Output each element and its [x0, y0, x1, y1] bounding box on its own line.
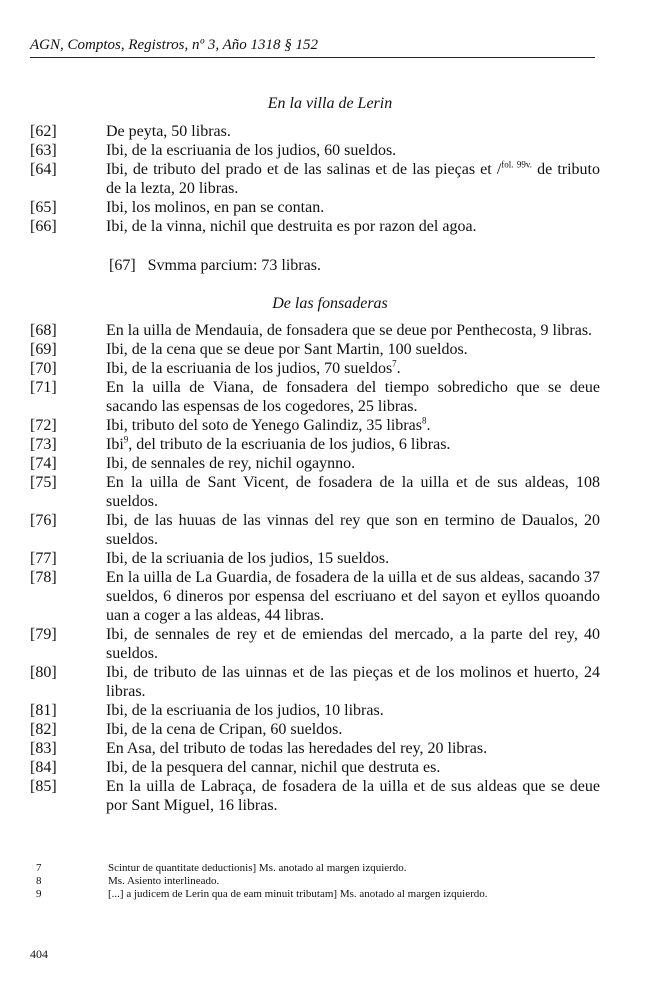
- entry-text: En la uilla de Viana, de fonsadera del tiempo sobredicho que se deue sacando las espensas de los cogedores, 25 libras.: [106, 379, 600, 415]
- entry-76: [30, 511, 600, 549]
- entry-number: [74]: [30, 455, 57, 472]
- entry-text: [106, 435, 600, 454]
- running-header: AGN, Comptos, Registros, nº 3, Año 1318 § 152: [30, 36, 595, 58]
- entry-number: [78]: [30, 569, 57, 586]
- footnote-8: [30, 875, 610, 888]
- entry-text-part: de tributo de la lezta, 20 libras.: [106, 161, 600, 197]
- entry-66: [30, 217, 600, 236]
- entry-text: [106, 416, 600, 435]
- entry-number: [76]: [30, 512, 57, 529]
- entry-65: [30, 198, 600, 217]
- entry-text: Ibi, de la vinna, nichil que destruita es por razon del agoa.: [106, 218, 477, 235]
- footnote-text: Scintur de quantitate deductionis] Ms. anotado al margen izquierdo.: [108, 862, 407, 874]
- entry-number: [71]: [30, 379, 57, 396]
- entry-text-part: Ibi, de tributo del prado et de las salinas et de las pieças et /: [106, 161, 502, 178]
- entry-number: [62]: [30, 123, 57, 140]
- entry-80: [30, 663, 600, 701]
- section-title-lerin: En la villa de Lerin: [267, 95, 393, 112]
- footnotes: [30, 862, 610, 901]
- entry-text: Ibi, los molinos, en pan se contan.: [106, 199, 325, 216]
- entry-73: [30, 435, 600, 454]
- entry-text-part: Ibi, tributo del soto de Yenego Galindiz, 35 libras: [106, 417, 422, 434]
- entry-text: En Asa, del tributo de todas las heredades del rey, 20 libras.: [106, 740, 488, 757]
- entry-number: [80]: [30, 664, 57, 681]
- footnote-7: [30, 862, 610, 875]
- entry-number: [79]: [30, 626, 57, 643]
- entry-84: [30, 758, 600, 777]
- entry-number: [63]: [30, 142, 57, 159]
- entry-number: [66]: [30, 218, 57, 235]
- entry-71: [30, 378, 600, 416]
- entry-63: [30, 141, 600, 160]
- entry-text: Ibi, de las huuas de las vinnas del rey que son en termino de Daualos, 20 sueldos.: [106, 512, 600, 548]
- entry-77: [30, 549, 600, 568]
- footnote-number: 9: [36, 888, 42, 900]
- entry-text: Ibi, de la cena de Cripan, 60 sueldos.: [106, 721, 343, 738]
- entry-text-part: .: [426, 417, 431, 434]
- entry-text: Ibi, de la escriuania de los judios, 60 sueldos.: [106, 142, 397, 159]
- entry-number: [81]: [30, 702, 57, 719]
- entry-83: [30, 739, 600, 758]
- entry-number: [65]: [30, 199, 57, 216]
- entry-62: [30, 122, 600, 141]
- entry-70: [30, 359, 600, 378]
- footnote-text: [...] a judicem de Lerin qua de eam minuit tributam] Ms. anotado al margen izquierdo.: [108, 888, 488, 900]
- entry-69: [30, 340, 600, 359]
- entry-number: [82]: [30, 721, 57, 738]
- entry-number: [83]: [30, 740, 57, 757]
- entry-number: [75]: [30, 474, 57, 491]
- entry-64: [30, 160, 600, 198]
- footnote-number: 8: [36, 875, 42, 887]
- entry-number: [70]: [30, 360, 57, 377]
- entry-number: [73]: [30, 436, 57, 453]
- entry-text: En la uilla de Sant Vicent, de fosadera de la uilla et de sus aldeas, 108 sueldos.: [106, 474, 600, 510]
- entry-75: [30, 473, 600, 511]
- entry-number: [69]: [30, 341, 57, 358]
- entry-79: [30, 625, 600, 663]
- entries-lerin: [30, 122, 600, 236]
- entry-text: Ibi, de sennales de rey, nichil ogaynno.: [106, 455, 356, 472]
- entry-68: [30, 321, 600, 340]
- entry-text: De peyta, 50 libras.: [106, 123, 231, 140]
- footnote-9: [30, 888, 610, 901]
- entry-74: [30, 454, 600, 473]
- entry-text: Ibi, de tributo de las uinnas et de las pieças et de los molinos et huerto, 24 libras.: [106, 664, 600, 700]
- section-title-fonsaderas: De las fonsaderas: [272, 295, 388, 312]
- entry-text: En la uilla de Mendauia, de fonsadera que se deue por Penthecosta, 9 libras.: [106, 322, 593, 339]
- entry-82: [30, 720, 600, 739]
- entry-text: [106, 160, 600, 198]
- entry-number: [64]: [30, 161, 57, 178]
- footnote-text: Ms. Asiento interlineado.: [108, 875, 220, 887]
- entry-text: Ibi, de la escriuania de los judios, 10 libras.: [106, 702, 384, 719]
- entry-text-part: Ibi, de la escriuania de los judios, 70 sueldos: [106, 360, 393, 377]
- entry-text-part: Ibi: [106, 436, 124, 453]
- entry-text: En la uilla de Labraça, de fosadera de la uilla et de sus aldeas que se deue por Sant Miguel, 16 libras.: [106, 778, 600, 814]
- summa-line: [67] Svmma parcium: 73 libras.: [109, 257, 321, 274]
- entry-text: Ibi, de la pesquera del cannar, nichil que destruta es.: [106, 759, 441, 776]
- entry-number: [84]: [30, 759, 57, 776]
- footnote-ref: 8: [421, 415, 427, 426]
- entries-fonsaderas: [30, 321, 600, 815]
- entry-text-part: , del tributo de la escriuania de los judios, 6 libras.: [128, 436, 451, 453]
- entry-text-part: .: [396, 360, 401, 377]
- entry-number: [85]: [30, 778, 57, 795]
- entry-number: [77]: [30, 550, 57, 567]
- entry-text: Ibi, de la cena que se deue por Sant Martin, 100 sueldos.: [106, 341, 468, 358]
- footnote-number: 7: [36, 862, 42, 874]
- entry-text: Ibi, de sennales de rey et de emiendas del mercado, a la parte del rey, 40 sueldos.: [106, 626, 600, 662]
- entry-text: Ibi, de la scriuania de los judios, 15 sueldos.: [106, 550, 390, 567]
- entry-72: [30, 416, 600, 435]
- entry-81: [30, 701, 600, 720]
- entry-number: [68]: [30, 322, 57, 339]
- entry-85: [30, 777, 600, 815]
- footnote-ref: 7: [392, 358, 397, 369]
- page-number: 404: [30, 947, 48, 961]
- footnote-ref: 9: [123, 434, 129, 445]
- entry-text: En la uilla de La Guardia, de fosadera de la uilla et de sus aldeas, sacando 37 sueldos, 6 dineros por espensa del escriuano et del sayon et eyllos quoando uan a coger a las aldeas, 44 libras.: [106, 569, 600, 624]
- entry-78: [30, 568, 600, 625]
- entry-text: [106, 359, 600, 378]
- folio-marker: fol. 99v.: [501, 159, 533, 170]
- entry-number: [72]: [30, 417, 57, 434]
